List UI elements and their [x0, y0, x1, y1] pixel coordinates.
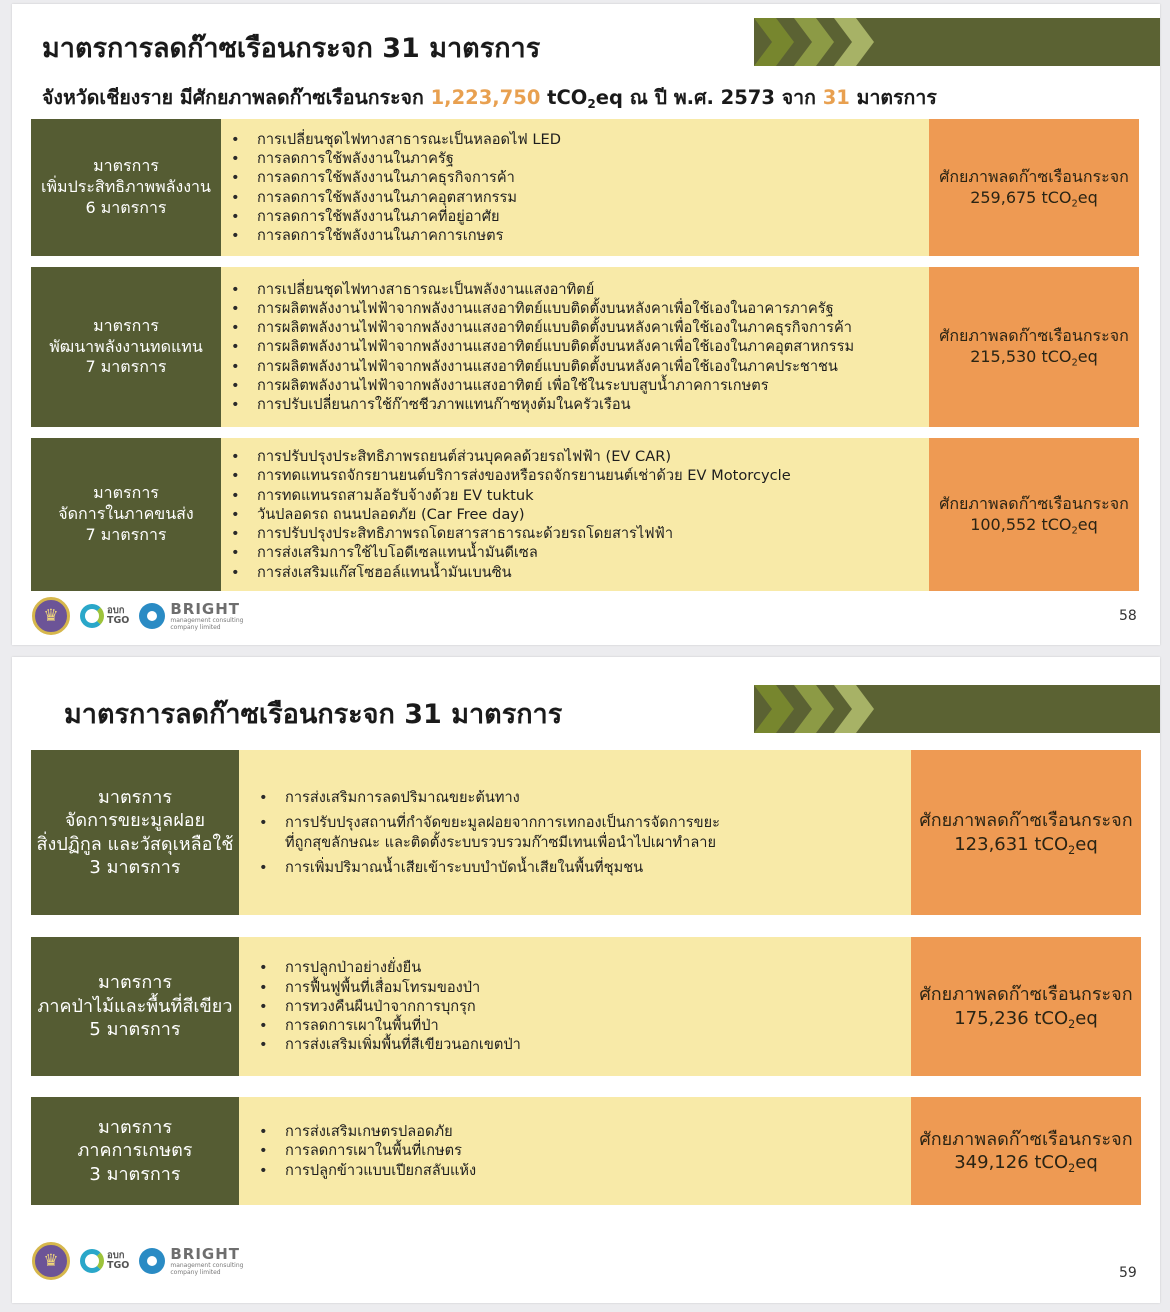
category-label: มาตรการ: [97, 786, 172, 808]
category-name: พัฒนาพลังงานทดแทน: [49, 336, 203, 356]
list-item: • วันปลอดรถ ถนนปลอดภัย (Car Free day): [257, 505, 929, 524]
tgo-logo: [80, 604, 129, 628]
potential-sub: 2: [1071, 524, 1078, 536]
potential-value: [954, 1007, 1098, 1030]
list-item: • การลดการใช้พลังงานในภาครัฐ: [257, 149, 929, 168]
bright-icon: [139, 603, 165, 629]
list-item: • การส่งเสริมการใช้ไบโอดีเซลแทนน้ำมันดีเซล: [257, 543, 929, 562]
bright-logo: [139, 599, 244, 631]
list-item: • การทวงคืนผืนป่าจากการบุกรุก: [285, 997, 911, 1016]
tgo-text-th: อบก: [107, 1250, 125, 1261]
potential-label: ศักยภาพลดก๊าซเรือนกระจก: [919, 984, 1133, 1006]
category-box: [31, 267, 221, 427]
bright-sub: management consulting: [170, 1261, 244, 1269]
header-banner: [754, 18, 1160, 66]
potential-sub: 2: [1068, 1161, 1076, 1175]
slide-58: [12, 4, 1160, 645]
list-item: • การฟื้นฟูพื้นที่เสื่อมโทรมของป่า: [285, 978, 911, 997]
potential-box: [929, 119, 1139, 256]
bright-sub: company limited: [170, 1268, 221, 1276]
category-label: มาตรการ: [93, 483, 159, 503]
potential-label: ศักยภาพลดก๊าซเรือนกระจก: [919, 810, 1133, 832]
potential-sub: 2: [1071, 357, 1078, 369]
category-name: เพิ่มประสิทธิภาพพลังงาน: [41, 177, 211, 197]
page-number: 59: [1119, 1265, 1137, 1281]
measure-row-renewable-energy: [31, 267, 1139, 427]
measure-row-forestry: [31, 937, 1141, 1076]
measure-row-agriculture: [31, 1097, 1141, 1205]
category-name: สิ่งปฏิกูล และวัสดุเหลือใช้: [36, 833, 234, 855]
potential-number: 123,631 tCO: [954, 833, 1069, 855]
footer-logos: [32, 1242, 243, 1280]
list-item: • การปรับปรุงประสิทธิภาพรถยนต์ส่วนบุคคลด้วยรถไฟฟ้า (EV CAR): [257, 447, 929, 466]
category-box: [31, 1097, 239, 1205]
category-label: มาตรการ: [93, 156, 159, 176]
measure-count: 31: [822, 86, 850, 109]
potential-box: [929, 438, 1139, 591]
category-label: มาตรการ: [97, 972, 172, 994]
tgo-icon: [80, 1249, 104, 1273]
bright-name: BRIGHT: [170, 1244, 241, 1263]
subtitle-suffix: มาตรการ: [849, 86, 937, 109]
list-item: • การปรับเปลี่ยนการใช้ก๊าซชีวภาพแทนก๊าซหุงต้มในครัวเรือน: [257, 395, 929, 414]
tgo-text-en: TGO: [107, 615, 130, 626]
list-item: • การลดการเผาในพื้นที่ป่า: [285, 1016, 911, 1035]
bright-sub: company limited: [170, 623, 221, 631]
list-item: • การทดแทนรถสามล้อรับจ้างด้วย EV tuktuk: [257, 486, 929, 505]
list-item: • การเปลี่ยนชุดไฟทางสาธารณะเป็นพลังงานแสงอาทิตย์: [257, 280, 929, 299]
tgo-text-th: อบก: [107, 605, 125, 616]
slide-title: มาตรการลดก๊าซเรือนกระจก 31 มาตรการ: [64, 699, 563, 730]
bright-logo: [139, 1244, 244, 1276]
bright-sub: management consulting: [170, 616, 244, 624]
potential-unit: eq: [1077, 514, 1098, 534]
elephant-icon: ♛: [43, 1251, 59, 1271]
list-item: • การผลิตพลังงานไฟฟ้าจากพลังงานแสงอาทิตย์แบบติดตั้งบนหลังคาเพื่อใช้เองในภาคอุตสาหกรรม: [257, 337, 929, 356]
chevron-icon: [794, 685, 834, 733]
measure-row-energy-efficiency: [31, 119, 1139, 256]
tgo-logo: [80, 1249, 129, 1273]
list-item: • การส่งเสริมแก๊สโซฮอล์แทนน้ำมันเบนซิน: [257, 563, 929, 582]
province-seal-logo: [32, 1242, 70, 1280]
chevron-icon: [834, 685, 874, 733]
bright-name: BRIGHT: [170, 599, 241, 618]
potential-value: [970, 347, 1098, 368]
potential-box: [911, 750, 1141, 915]
potential-value: [970, 515, 1098, 536]
chevron-icon: [834, 18, 874, 66]
chevron-icon: [794, 18, 834, 66]
potential-sub: 2: [1068, 1017, 1076, 1031]
potential-sub: 2: [1068, 843, 1076, 857]
list-item: • การลดการใช้พลังงานในภาคธุรกิจการค้า: [257, 168, 929, 187]
potential-unit: eq: [1075, 1007, 1098, 1029]
potential-number: 259,675 tCO: [970, 187, 1072, 207]
measure-list: [239, 750, 911, 915]
elephant-icon: ♛: [43, 606, 59, 626]
subtitle: [42, 82, 937, 113]
measure-list: [221, 267, 929, 427]
potential-value: [970, 188, 1098, 209]
potential-label: ศักยภาพลดก๊าซเรือนกระจก: [939, 493, 1129, 513]
list-item: • การลดการใช้พลังงานในภาคอุตสาหกรรม: [257, 188, 929, 207]
total-amount: 1,223,750: [430, 86, 541, 109]
category-name: ภาคการเกษตร: [77, 1140, 193, 1162]
category-name: จัดการในภาคขนส่ง: [58, 504, 194, 524]
potential-box: [911, 937, 1141, 1076]
bright-icon: [139, 1248, 165, 1274]
list-item: • การลดการใช้พลังงานในภาคการเกษตร: [257, 226, 929, 245]
list-item: • การลดการเผาในพื้นที่เกษตร: [285, 1141, 911, 1160]
slide-title: มาตรการลดก๊าซเรือนกระจก 31 มาตรการ: [42, 33, 541, 64]
unit-post: eq ณ ปี พ.ศ. 2573 จาก: [595, 86, 823, 109]
unit-sub: 2: [587, 97, 596, 112]
category-name: จัดการขยะมูลฝอย: [64, 810, 206, 832]
potential-box: [929, 267, 1139, 427]
measure-row-transport: [31, 438, 1139, 591]
potential-box: [911, 1097, 1141, 1205]
potential-value: [954, 833, 1098, 856]
potential-label: ศักยภาพลดก๊าซเรือนกระจก: [939, 326, 1129, 346]
province-seal-logo: [32, 597, 70, 635]
category-label: มาตรการ: [93, 315, 159, 335]
potential-unit: eq: [1075, 1152, 1098, 1173]
measure-list: [221, 119, 929, 256]
potential-unit: eq: [1075, 833, 1098, 855]
category-count: 6 มาตรการ: [85, 197, 167, 217]
potential-number: 100,552 tCO: [970, 514, 1072, 534]
category-box: [31, 119, 221, 256]
slide-59: [12, 657, 1160, 1303]
list-item: • การผลิตพลังงานไฟฟ้าจากพลังงานแสงอาทิตย์ เพื่อใช้ในระบบสูบน้ำภาคการเกษตร: [257, 376, 929, 395]
potential-number: 175,236 tCO: [954, 1007, 1069, 1029]
list-item: • การทดแทนรถจักรยานยนต์บริการส่งของหรือรถจักรยานยนต์เช่าด้วย EV Motorcycle: [257, 466, 929, 485]
list-item: • การส่งเสริมเพิ่มพื้นที่สีเขียวนอกเขตป่า: [285, 1035, 911, 1054]
list-item: • การปรับปรุงสถานที่กำจัดขยะมูลฝอยจากการเทกองเป็นการจัดการขยะ: [285, 813, 911, 832]
tgo-icon: [80, 604, 104, 628]
category-box: [31, 438, 221, 591]
measure-row-waste: [31, 750, 1141, 915]
potential-label: ศักยภาพลดก๊าซเรือนกระจก: [919, 1128, 1133, 1150]
list-item: • การเปลี่ยนชุดไฟทางสาธารณะเป็นหลอดไฟ LED: [257, 130, 929, 149]
measure-list: [239, 1097, 911, 1205]
category-count: 5 มาตรการ: [89, 1019, 181, 1041]
potential-number: 215,530 tCO: [970, 347, 1072, 366]
list-item-continuation: ที่ถูกสุขลักษณะ และติดตั้งระบบรวบรวมก๊าซมีเทนเพื่อนำไปเผาทำลาย: [285, 833, 717, 851]
footer-logos: [32, 597, 243, 635]
list-item: • การปลูกข้าวแบบเปียกสลับแห้ง: [285, 1161, 911, 1180]
list-item: • การผลิตพลังงานไฟฟ้าจากพลังงานแสงอาทิตย์แบบติดตั้งบนหลังคาเพื่อใช้เองในภาคประชาชน: [257, 357, 929, 376]
list-item: • การเพิ่มปริมาณน้ำเสียเข้าระบบบำบัดน้ำเสียในพื้นที่ชุมชน: [285, 858, 911, 877]
list-item: • การส่งเสริมการลดปริมาณขยะต้นทาง: [285, 788, 911, 807]
category-count: 7 มาตรการ: [85, 357, 167, 377]
page-number: 58: [1119, 608, 1137, 624]
potential-label: ศักยภาพลดก๊าซเรือนกระจก: [939, 166, 1129, 186]
category-label: มาตรการ: [97, 1116, 172, 1138]
list-item: • การส่งเสริมเกษตรปลอดภัย: [285, 1122, 911, 1141]
list-item: • การปลูกป่าอย่างยั่งยืน: [285, 958, 911, 977]
potential-number: 349,126 tCO: [954, 1152, 1069, 1173]
measure-list: [221, 438, 929, 591]
header-banner: [754, 685, 1160, 733]
category-box: [31, 937, 239, 1076]
tgo-text-en: TGO: [107, 1260, 130, 1271]
potential-sub: 2: [1071, 197, 1078, 209]
potential-value: [954, 1151, 1098, 1174]
list-item: • การผลิตพลังงานไฟฟ้าจากพลังงานแสงอาทิตย์แบบติดตั้งบนหลังคาเพื่อใช้เองในอาคารภาครัฐ: [257, 299, 929, 318]
measure-list: [239, 937, 911, 1076]
category-count: 7 มาตรการ: [85, 524, 167, 544]
category-box: [31, 750, 239, 915]
list-item: • การผลิตพลังงานไฟฟ้าจากพลังงานแสงอาทิตย์แบบติดตั้งบนหลังคาเพื่อใช้เองในภาคธุรกิจการค้า: [257, 318, 929, 337]
potential-unit: eq: [1077, 187, 1098, 207]
chevron-icon: [754, 18, 794, 66]
category-count: 3 มาตรการ: [89, 1163, 181, 1185]
potential-unit: eq: [1077, 347, 1098, 366]
chevron-icon: [754, 685, 794, 733]
unit-pre: tCO: [540, 86, 588, 109]
list-item: • การปรับปรุงประสิทธิภาพรถโดยสารสาธารณะด้วยรถโดยสารไฟฟ้า: [257, 524, 929, 543]
category-name: ภาคป่าไม้และพื้นที่สีเขียว: [37, 995, 233, 1017]
subtitle-prefix: จังหวัดเชียงราย มีศักยภาพลดก๊าซเรือนกระจก: [42, 86, 431, 109]
category-count: 3 มาตรการ: [89, 856, 181, 878]
list-item: • การลดการใช้พลังงานในภาคที่อยู่อาศัย: [257, 207, 929, 226]
